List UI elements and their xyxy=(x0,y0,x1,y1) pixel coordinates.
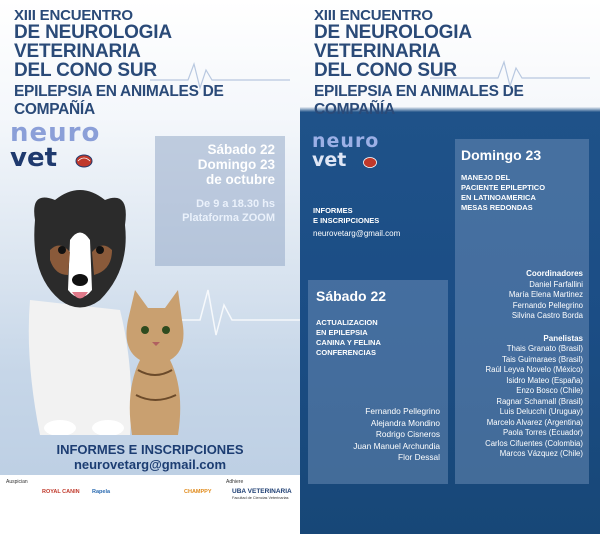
header-line1: XIII ENCUENTRO xyxy=(14,7,133,24)
sabado-title: Sábado 22 xyxy=(316,288,387,304)
date-line1: Sábado 22 xyxy=(207,142,275,157)
list-item: Ragnar Schamall (Brasil) xyxy=(496,396,583,406)
right-informes-label-2: E INSCRIPCIONES xyxy=(313,216,380,225)
list-item: María Elena Martinez xyxy=(508,290,583,299)
list-item: Rodrigo Cisneros xyxy=(375,429,440,439)
date-line2: Domingo 23 xyxy=(197,157,275,172)
header-line4: EPILEPSIA EN ANIMALES DE COMPAÑÍA xyxy=(314,83,524,118)
list-item: Paola Torres (Ecuador) xyxy=(502,428,583,437)
platform-text: Plataforma ZOOM xyxy=(182,212,275,224)
right-contact xyxy=(313,206,400,239)
sponsor-royal-canin: ROYAL CANIN xyxy=(42,489,80,495)
sabado-topic: ACTUALIZACION EN EPILEPSIA CANINA Y FELINA CONFERENCIAS xyxy=(316,318,381,357)
sabado-speakers xyxy=(316,406,440,464)
list-item: Isidro Mateo (España) xyxy=(506,375,583,385)
sabado-box xyxy=(308,280,448,484)
list-item: Marcelo Alvarez (Argentina) xyxy=(486,417,583,427)
brain-icon xyxy=(362,156,378,169)
header-line3: DEL CONO SUR xyxy=(314,60,457,81)
neurovet-logo xyxy=(312,132,379,170)
list-item: Alejandra Mondino xyxy=(370,417,440,428)
sponsor-champpy: CHAMPPY xyxy=(184,489,212,495)
list-item: Tais Guimaraes (Brasil) xyxy=(501,354,583,364)
list-item: Luis Delucchi (Uruguay) xyxy=(499,407,583,416)
header-line2: DE NEUROLOGIA VETERINARIA xyxy=(14,22,172,62)
adhiere-label: Adhiere xyxy=(226,479,244,485)
ecg-line-icon xyxy=(150,60,290,90)
time-text: De 9 a 18.30 hs xyxy=(196,198,275,210)
right-email[interactable]: neurovetarg@gmail.com xyxy=(313,229,401,238)
list-item: Fernando Pellegrino xyxy=(365,406,440,416)
header-line2: DE NEUROLOGIA VETERINARIA xyxy=(314,22,472,62)
list-item: Silvina Castro Borda xyxy=(511,311,583,320)
list-item: Fernando Pellegrino xyxy=(512,300,583,310)
domingo-box xyxy=(455,139,589,484)
list-item: Daniel Farfallini xyxy=(529,279,583,289)
logo-vet: vet xyxy=(10,143,58,173)
left-email[interactable]: neurovetarg@gmail.com xyxy=(73,457,227,472)
brain-icon xyxy=(74,153,94,169)
panelistas-heading: Panelistas xyxy=(543,333,583,343)
left-informes-label: INFORMES E INSCRIPCIONES xyxy=(56,442,244,457)
right-panel xyxy=(300,0,600,534)
sponsor-rapela: Rapela xyxy=(92,489,111,495)
domingo-title: Domingo 23 xyxy=(461,147,542,163)
ecg-line-icon xyxy=(430,58,590,90)
list-item: Raúl Leyva Novelo (México) xyxy=(485,365,583,374)
header-line1: XIII ENCUENTRO xyxy=(314,7,433,24)
list-item: Thais Granato (Brasil) xyxy=(506,344,583,353)
sponsors-strip xyxy=(0,475,300,534)
logo-neuro: neuro xyxy=(10,118,101,148)
left-contact xyxy=(0,442,300,472)
list-item: Flor Dessal xyxy=(398,452,440,462)
uba-subtitle: Facultad de Ciencias Veterinarias xyxy=(232,496,289,500)
right-informes-label-1: INFORMES xyxy=(313,206,353,215)
uba-logo: UBA VETERINARIA xyxy=(232,488,292,495)
domingo-topic: MANEJO DEL PACIENTE EPILEPTICO EN LATINOAMERICA MESAS REDONDAS xyxy=(461,173,546,212)
dog-and-cat-image xyxy=(20,180,190,435)
list-item: Juan Manuel Archundia xyxy=(353,440,440,451)
list-item: Enzo Bosco (Chile) xyxy=(516,386,583,395)
logo-vet: vet xyxy=(312,149,347,171)
date-line3: de octubre xyxy=(205,172,275,187)
header-line3: DEL CONO SUR xyxy=(14,60,157,81)
neurovet-logo xyxy=(10,118,101,173)
panelistas-list xyxy=(461,334,583,460)
coordinadores-heading: Coordinadores xyxy=(526,269,583,278)
list-item: Carlos Cifuentes (Colombia) xyxy=(485,438,583,448)
logo-neuro: neuro xyxy=(312,130,380,152)
list-item: Marcos Vázquez (Chile) xyxy=(499,449,583,458)
header-line4: EPILEPSIA EN ANIMALES DE COMPAÑÍA xyxy=(14,83,224,118)
auspician-label: Auspician xyxy=(6,479,28,485)
coordinadores-list xyxy=(461,269,583,322)
